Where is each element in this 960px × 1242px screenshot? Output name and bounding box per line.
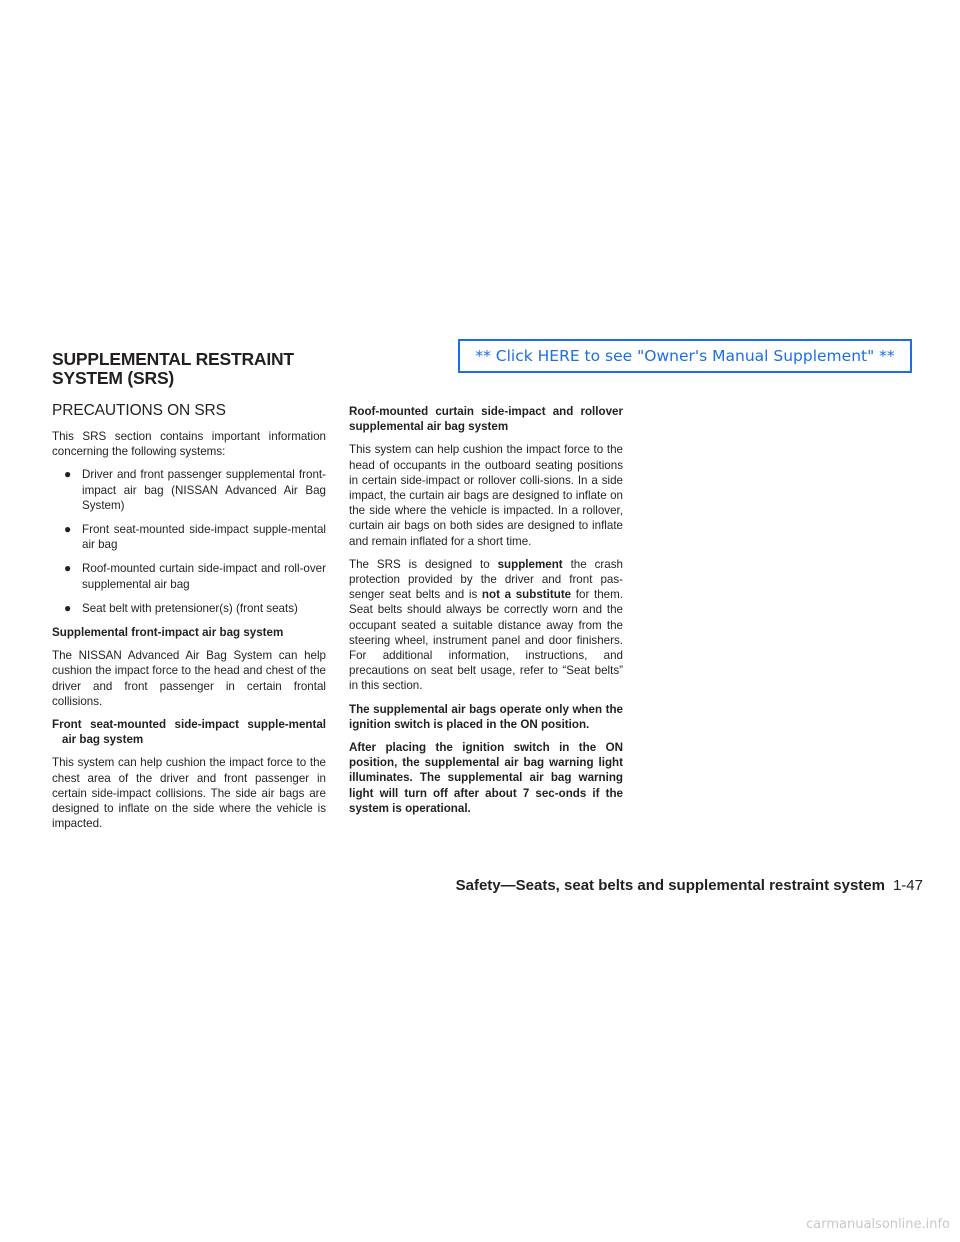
- watermark: carmanualsonline.info: [806, 1217, 950, 1232]
- srs-text-c: the crash protection provided by the driver and front pas-senger seat belts and is: [349, 557, 623, 602]
- list-item: [52, 522, 326, 552]
- left-column: [52, 402, 326, 839]
- section-title: [52, 350, 294, 388]
- front-impact-paragraph: The NISSAN Advanced Air Bag System can help cushion the impact force to the head and chest of the driver and front passenger in certain frontal collisions.: [52, 649, 326, 708]
- not-a-substitute-emphasis: not a substitute: [481, 588, 572, 602]
- page-number: 1-47: [892, 877, 923, 894]
- warning-light-paragraph: After placing the ignition switch in the ON position, the supplemental air bag warning light illuminates. The supplemental air bag warning light will turn off after about 7 sec-onds if the system is operational.: [349, 741, 623, 815]
- owners-manual-supplement-link[interactable]: ** Click HERE to see "Owner's Manual Supplement" **: [458, 339, 912, 373]
- srs-supplement-paragraph: [349, 557, 623, 694]
- curtain-airbag-subheading: Roof-mounted curtain side-impact and rollover supplemental air bag system: [349, 405, 623, 434]
- bullet-icon: ●: [64, 600, 72, 615]
- side-impact-subheading: Front seat-mounted side-impact supple-mental air bag system: [52, 718, 326, 747]
- list-item-text: Front seat-mounted side-impact supple-mental air bag: [82, 523, 326, 552]
- curtain-airbag-paragraph: This system can help cushion the impact force to the head of occupants in the outboard seating positions in certain side-impact or rollover colli-sions. In a side impact, the curtain air bags are designed to inflate on the side where the vehicle is impacted. In a rollover, curtain air bags on both sides are designed to inflate and remain inflated for a short time.: [349, 443, 623, 548]
- list-item-text: Driver and front passenger supplemental front-impact air bag (NISSAN Advanced Air Bag System): [82, 468, 326, 512]
- page-footer: [433, 877, 923, 894]
- section-title-line2: SYSTEM (SRS): [52, 368, 175, 388]
- list-item-text: Seat belt with pretensioner(s) (front seats): [82, 601, 298, 615]
- footer-section-title: Safety—Seats, seat belts and supplemental restraint system: [455, 877, 885, 894]
- list-item: [52, 601, 326, 616]
- side-impact-paragraph: This system can help cushion the impact force to the chest area of the driver and front passenger in certain side-impact collisions. The side air bags are designed to inflate on the side where the vehicle is impacted.: [52, 756, 326, 831]
- systems-list: [52, 467, 326, 616]
- srs-text-a: The SRS is designed to: [349, 557, 498, 571]
- right-column: [349, 404, 623, 824]
- list-item: [52, 467, 326, 513]
- ignition-on-warning: The supplemental air bags operate only when the ignition switch is placed in the ON position.: [349, 702, 623, 731]
- list-item-text: Roof-mounted curtain side-impact and roll-over supplemental air bag: [82, 562, 326, 591]
- bullet-icon: ●: [64, 561, 72, 576]
- list-item: [52, 561, 326, 591]
- bullet-icon: ●: [64, 467, 72, 482]
- section-title-line1: SUPPLEMENTAL RESTRAINT: [52, 349, 294, 369]
- bullet-icon: ●: [64, 522, 72, 537]
- supplement-emphasis: supplement: [497, 557, 563, 571]
- srs-text-e: for them. Seat belts should always be correctly worn and the occupant seated a suitable distance away from the steering wheel, instrument panel and door finishers. For additional information, instructions, and precautions on seat belt usage, refer to “Seat belts” in this section.: [349, 588, 624, 693]
- intro-paragraph: This SRS section contains important information concerning the following systems:: [52, 430, 326, 459]
- precautions-heading: PRECAUTIONS ON SRS: [52, 402, 226, 419]
- front-impact-subheading: Supplemental front-impact air bag system: [52, 626, 284, 640]
